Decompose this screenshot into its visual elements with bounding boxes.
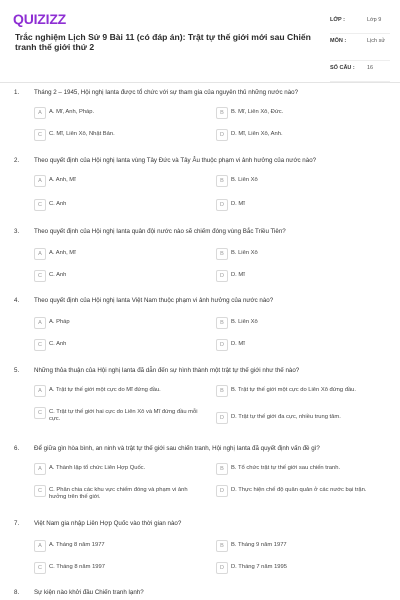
option-text: A. Thành lập tổ chức Liên Hợp Quốc. bbox=[49, 465, 146, 471]
option-letter-box: B bbox=[216, 317, 228, 329]
option-text: D. Mĩ, Liên Xô, Anh. bbox=[231, 131, 283, 137]
option-letter-box: A bbox=[34, 107, 46, 119]
option-text: A. Anh, Mĩ bbox=[49, 250, 76, 256]
option-letter-box: D bbox=[216, 270, 228, 282]
option-letter-box: C bbox=[34, 485, 46, 497]
meta-value-so-cau: 16 bbox=[367, 65, 374, 71]
option-letter-box: B bbox=[216, 540, 228, 552]
option-text: B. Tháng 9 năm 1977 bbox=[231, 542, 287, 548]
option-text: B. Liên Xô bbox=[231, 250, 258, 256]
option-text: A. Pháp bbox=[49, 319, 70, 325]
question-number: 3. bbox=[14, 228, 20, 235]
meta-value-mon: Lịch sử bbox=[367, 38, 386, 44]
option-letter-box: D bbox=[216, 199, 228, 211]
question-text: Theo quyết định của Hội nghị Ianta Việt Nam thuộc phạm vi ảnh hưởng của nước nào? bbox=[34, 297, 274, 304]
question-text: Để giữa gìn hòa bình, an ninh và trật tự thế giới sau chiến tranh, Hội nghị Ianta đã quyết định vấn đề gì? bbox=[34, 445, 320, 452]
meta-value-lop: Lớp 9 bbox=[367, 17, 382, 23]
question-number: 2. bbox=[14, 157, 20, 164]
question-text: Sự kiện nào khởi đầu Chiến tranh lạnh? bbox=[34, 589, 144, 596]
option-text: D. Mĩ bbox=[231, 272, 245, 278]
option-text: C. Anh bbox=[49, 201, 67, 207]
option-text: B. Trật tự thế giới một cực do Liên Xô đứng đầu. bbox=[231, 387, 357, 393]
meta-row-mon bbox=[330, 34, 390, 61]
question-number: 5. bbox=[14, 367, 20, 374]
option-text: D. Tháng 7 năm 1995 bbox=[231, 564, 287, 570]
question-number: 1. bbox=[14, 89, 20, 96]
question-text: Theo quyết định của Hội nghị Ianta vùng Tây Đức và Tây Âu thuộc phạm vi ảnh hưởng của nước nào? bbox=[34, 157, 317, 164]
option-letter-box: A bbox=[34, 175, 46, 187]
option-letter-box: A bbox=[34, 540, 46, 552]
option-letter-box: C bbox=[34, 270, 46, 282]
option-letter-box: D bbox=[216, 562, 228, 574]
page-title: Trắc nghiệm Lịch Sử 9 Bài 11 (có đáp án): Trật tự thế giới mới sau Chiến tranh thế giới thứ 2 bbox=[15, 32, 311, 52]
question-text: Tháng 2 – 1945, Hội nghị Ianta được tổ chức với sự tham gia của nguyên thủ những nước nào? bbox=[34, 89, 299, 96]
meta-label-mon: MÔN : bbox=[330, 38, 347, 44]
option-letter-box: B bbox=[216, 385, 228, 397]
option-text: C. Tháng 8 năm 1997 bbox=[49, 564, 105, 570]
option-text: D. Thực hiện chế độ quân quản ở các nước bại trận. bbox=[231, 487, 367, 493]
option-text: C. Mĩ, Liên Xô, Nhật Bản. bbox=[49, 131, 115, 137]
option-text: C. Phân chia các khu vực chiếm đóng và phạm vi ảnh hưởng trên thế giới. bbox=[49, 487, 188, 500]
option-letter-box: B bbox=[216, 248, 228, 260]
option-text: B. Liên Xô bbox=[231, 319, 258, 325]
option-letter-box: B bbox=[216, 463, 228, 475]
header-divider bbox=[0, 82, 400, 83]
meta-row-lop bbox=[330, 13, 390, 34]
quizizz-logo[interactable] bbox=[13, 11, 66, 27]
option-letter-box: C bbox=[34, 199, 46, 211]
option-letter-box: C bbox=[34, 562, 46, 574]
option-text: D. Mĩ bbox=[231, 341, 245, 347]
meta-label-lop: LỚP : bbox=[330, 17, 345, 23]
option-letter-box: D bbox=[216, 129, 228, 141]
option-letter-box: D bbox=[216, 339, 228, 351]
question-number: 7. bbox=[14, 520, 20, 527]
meta-row-so-cau bbox=[330, 61, 390, 82]
option-text: A. Trật tự thế giới một cực do Mĩ đứng đầu. bbox=[49, 387, 161, 393]
option-letter-box: B bbox=[216, 175, 228, 187]
option-letter-box: D bbox=[216, 412, 228, 424]
option-letter-box: A bbox=[34, 248, 46, 260]
option-text: A. Mĩ, Anh, Pháp. bbox=[49, 109, 95, 115]
quiz-meta bbox=[330, 13, 390, 82]
option-text: C. Anh bbox=[49, 341, 67, 347]
question-text: Những thỏa thuận của Hội nghị Ianta đã dẫn đến sự hình thành một trật tự thế giới như thế nào? bbox=[34, 367, 300, 374]
option-letter-box: A bbox=[34, 463, 46, 475]
option-text: C. Anh bbox=[49, 272, 67, 278]
question-text: Việt Nam gia nhập Liên Hợp Quốc vào thời gian nào? bbox=[34, 520, 182, 527]
option-letter-box: D bbox=[216, 485, 228, 497]
option-text: B. Tổ chức trật tự thế giới sau chiến tranh. bbox=[231, 465, 341, 471]
option-letter-box: C bbox=[34, 129, 46, 141]
option-letter-box: A bbox=[34, 385, 46, 397]
option-text: C. Trật tự thế giới hai cực do Liên Xô và Mĩ đứng đầu mỗi cực. bbox=[49, 409, 198, 422]
option-text: A. Anh, Mĩ bbox=[49, 177, 76, 183]
logo-text: QUIZIZZ bbox=[13, 11, 67, 27]
option-text: A. Tháng 8 năm 1977 bbox=[49, 542, 105, 548]
option-letter-box: C bbox=[34, 339, 46, 351]
option-letter-box: B bbox=[216, 107, 228, 119]
question-number: 4. bbox=[14, 297, 20, 304]
meta-label-so-cau: SỐ CÂU : bbox=[330, 65, 355, 71]
page-header bbox=[0, 0, 400, 72]
question-number: 6. bbox=[14, 445, 20, 452]
option-text: D. Mĩ bbox=[231, 201, 245, 207]
question-text: Theo quyết định của Hội nghị Ianta quân đội nước nào sẽ chiếm đóng vùng Bắc Triều Tiên? bbox=[34, 228, 286, 235]
option-letter-box: C bbox=[34, 407, 46, 419]
option-text: B. Mĩ, Liên Xô, Đức. bbox=[231, 109, 284, 115]
question-number: 8. bbox=[14, 589, 20, 596]
option-letter-box: A bbox=[34, 317, 46, 329]
option-text: D. Trật tự thế giới đa cực, nhiều trung tâm. bbox=[231, 414, 341, 420]
option-text: B. Liên Xô bbox=[231, 177, 258, 183]
